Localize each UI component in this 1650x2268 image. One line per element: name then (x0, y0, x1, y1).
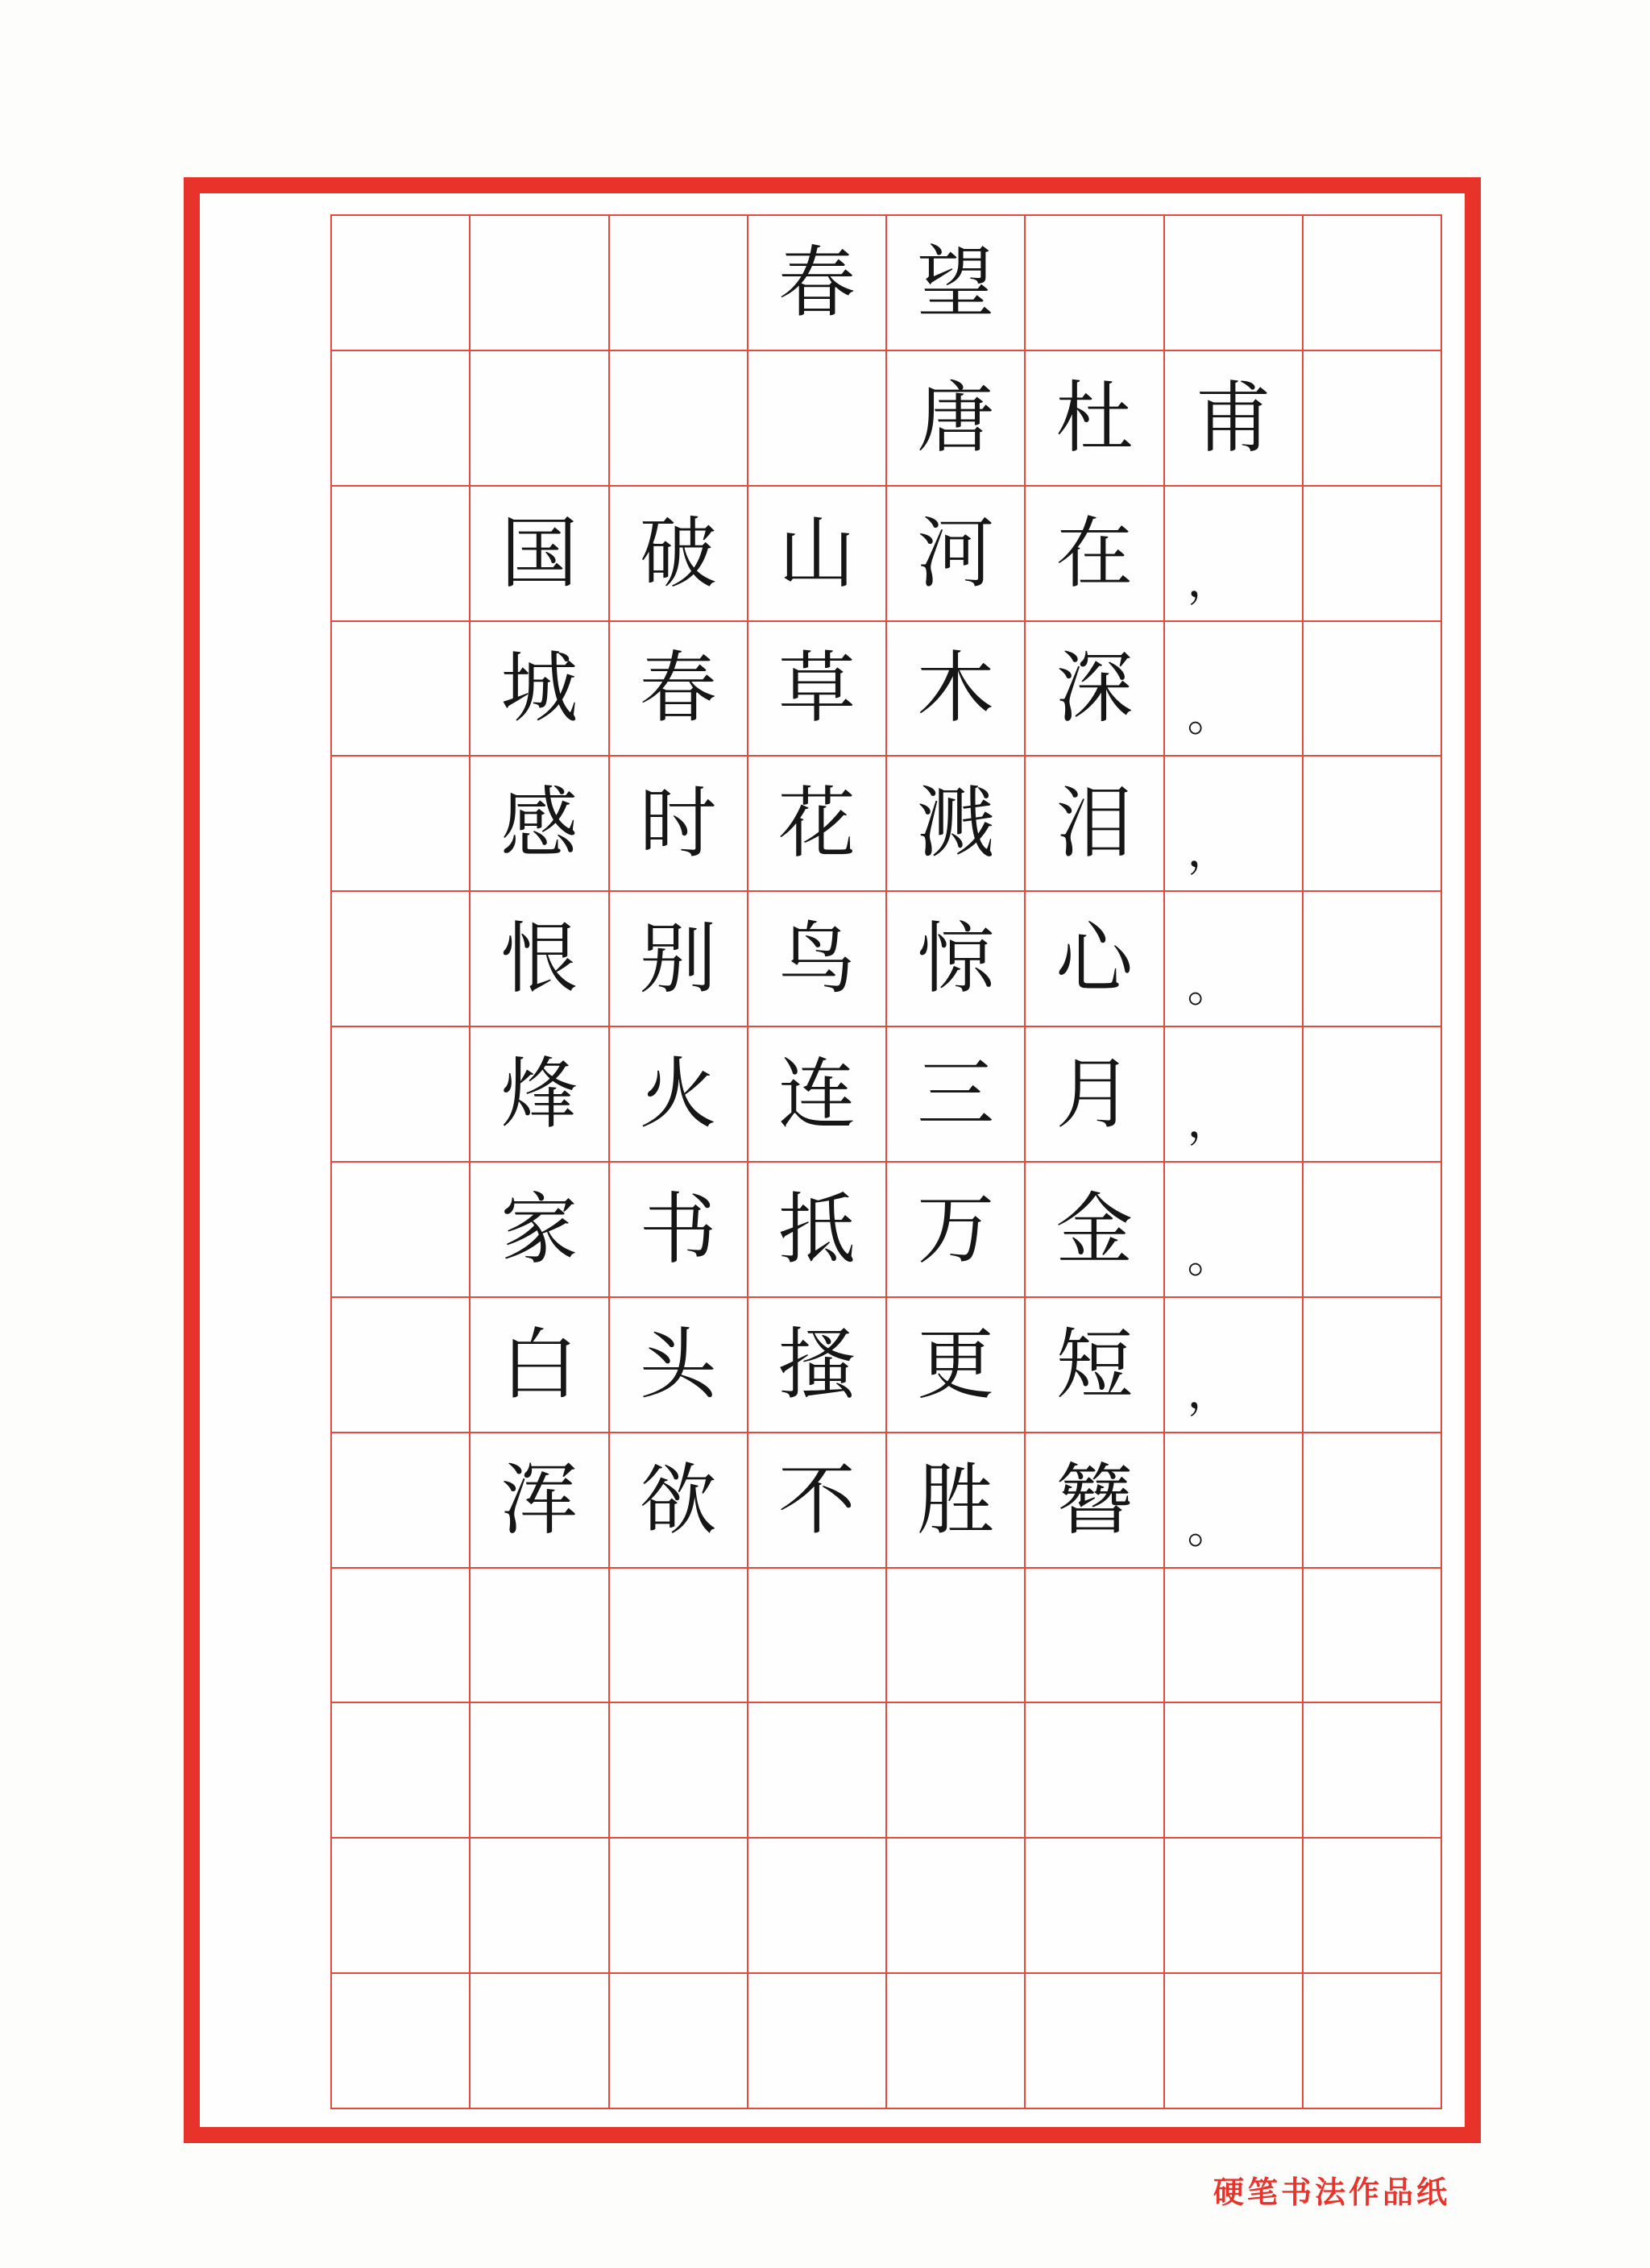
grid-cell-character: 深 (1024, 620, 1163, 756)
grid-cell-character: 城 (469, 620, 607, 756)
grid-cell-empty (747, 1567, 885, 1702)
grid-cell-character: 火 (608, 1026, 747, 1161)
grid-cell-empty (330, 755, 469, 890)
grid-cell-empty (1302, 1432, 1441, 1567)
grid-cell-character: 花 (747, 755, 885, 890)
grid-cell-empty (1163, 1972, 1302, 2108)
grid-cell-empty (747, 350, 885, 485)
grid-cell-empty (330, 350, 469, 485)
grid-cell-empty (469, 350, 607, 485)
grid-cell-character: 河 (885, 485, 1024, 620)
grid-cell-character: 唐 (885, 350, 1024, 485)
grid-cell-character: 烽 (469, 1026, 607, 1161)
grid-cell-character: 木 (885, 620, 1024, 756)
grid-cell-empty (747, 1702, 885, 1837)
grid-cell-empty (330, 1837, 469, 1972)
grid-cell-empty (330, 1567, 469, 1702)
grid-cell-empty (608, 214, 747, 350)
grid-cell-empty (1302, 1567, 1441, 1702)
grid-cell-empty (1302, 1837, 1441, 1972)
grid-cell-empty (469, 1837, 607, 1972)
grid-cell-character: 别 (608, 890, 747, 1026)
grid-cell-empty (330, 1161, 469, 1296)
grid-cell-character: 金 (1024, 1161, 1163, 1296)
grid-cell-empty (1024, 1972, 1163, 2108)
grid-cell-empty (608, 1972, 747, 2108)
grid-cell-character: 溅 (885, 755, 1024, 890)
grid-cell-character: 。 (1163, 620, 1302, 756)
grid-cell-empty (330, 1972, 469, 2108)
grid-cell-character: 泪 (1024, 755, 1163, 890)
grid-cell-empty (1163, 1567, 1302, 1702)
grid-cell-empty (330, 890, 469, 1026)
grid-cell-character: 恨 (469, 890, 607, 1026)
grid-cell-character: ， (1163, 1296, 1302, 1432)
grid-cell-character: 草 (747, 620, 885, 756)
grid-cell-empty (1024, 1567, 1163, 1702)
grid-cell-empty (1302, 485, 1441, 620)
grid-cell-empty (330, 485, 469, 620)
grid-cell-character: 心 (1024, 890, 1163, 1026)
grid-cell-empty (1302, 1972, 1441, 2108)
grid-cell-character: 簪 (1024, 1432, 1163, 1567)
grid-cell-empty (1163, 1702, 1302, 1837)
grid-cell-empty (469, 214, 607, 350)
grid-cell-empty (608, 1702, 747, 1837)
grid-cell-character: 杜 (1024, 350, 1163, 485)
grid-cell-empty (330, 620, 469, 756)
grid-cell-character: 时 (608, 755, 747, 890)
grid-cell-empty (885, 1567, 1024, 1702)
grid-cell-empty (1302, 214, 1441, 350)
grid-cell-character: 短 (1024, 1296, 1163, 1432)
grid-cell-empty (469, 1702, 607, 1837)
grid-cell-empty (1024, 1837, 1163, 1972)
grid-cell-character: 鸟 (747, 890, 885, 1026)
grid-cell-character: 春 (747, 214, 885, 350)
grid-cell-character: 浑 (469, 1432, 607, 1567)
grid-cell-character: 搔 (747, 1296, 885, 1432)
grid-cell-empty (1163, 1837, 1302, 1972)
grid-cell-character: 更 (885, 1296, 1024, 1432)
grid-cell-empty (1163, 214, 1302, 350)
grid-cell-empty (747, 1972, 885, 2108)
grid-cell-character: 山 (747, 485, 885, 620)
grid-cell-empty (330, 1432, 469, 1567)
grid-cell-character: 头 (608, 1296, 747, 1432)
grid-cell-empty (469, 1567, 607, 1702)
grid-cell-empty (1024, 214, 1163, 350)
grid-cell-character: 。 (1163, 1161, 1302, 1296)
grid-cell-character: 月 (1024, 1026, 1163, 1161)
grid-cell-character: 欲 (608, 1432, 747, 1567)
grid-cell-character: 望 (885, 214, 1024, 350)
grid-cell-empty (885, 1837, 1024, 1972)
grid-cell-empty (330, 1026, 469, 1161)
grid-cell-character: 破 (608, 485, 747, 620)
grid-cell-character: 。 (1163, 890, 1302, 1026)
grid-cell-empty (1302, 755, 1441, 890)
grid-cell-empty (608, 1567, 747, 1702)
grid-cell-empty (885, 1702, 1024, 1837)
grid-cell-empty (608, 350, 747, 485)
grid-cell-character: 不 (747, 1432, 885, 1567)
grid-cell-character: 抵 (747, 1161, 885, 1296)
grid-cell-empty (1024, 1702, 1163, 1837)
grid-cell-empty (1302, 1026, 1441, 1161)
grid-cell-character: 连 (747, 1026, 885, 1161)
grid-cell-character: 国 (469, 485, 607, 620)
grid-cell-empty (1302, 620, 1441, 756)
grid-cell-character: 感 (469, 755, 607, 890)
grid-cell-character: 万 (885, 1161, 1024, 1296)
grid-cell-character: 甫 (1163, 350, 1302, 485)
grid-cell-empty (747, 1837, 885, 1972)
grid-cell-character: 。 (1163, 1432, 1302, 1567)
grid-cell-empty (330, 214, 469, 350)
grid-cell-character: 三 (885, 1026, 1024, 1161)
calligraphy-grid (330, 214, 1442, 2109)
grid-cell-empty (608, 1837, 747, 1972)
grid-cell-character: 书 (608, 1161, 747, 1296)
grid-cell-character: 家 (469, 1161, 607, 1296)
grid-cell-character: ， (1163, 485, 1302, 620)
grid-cell-empty (1302, 350, 1441, 485)
grid-cell-character: ， (1163, 1026, 1302, 1161)
grid-cell-empty (469, 1972, 607, 2108)
grid-cell-character: 胜 (885, 1432, 1024, 1567)
grid-cell-empty (885, 1972, 1024, 2108)
grid-cell-empty (1302, 890, 1441, 1026)
grid-cell-empty (1302, 1161, 1441, 1296)
grid-cell-character: 惊 (885, 890, 1024, 1026)
grid-cell-character: 在 (1024, 485, 1163, 620)
grid-cell-empty (330, 1702, 469, 1837)
grid-cell-character: ， (1163, 755, 1302, 890)
paper-brand-label: 硬笔书法作品纸 (1213, 2174, 1450, 2210)
grid-cell-character: 春 (608, 620, 747, 756)
grid-cell-empty (1302, 1702, 1441, 1837)
grid-cell-character: 白 (469, 1296, 607, 1432)
grid-cell-empty (1302, 1296, 1441, 1432)
grid-cell-empty (330, 1296, 469, 1432)
